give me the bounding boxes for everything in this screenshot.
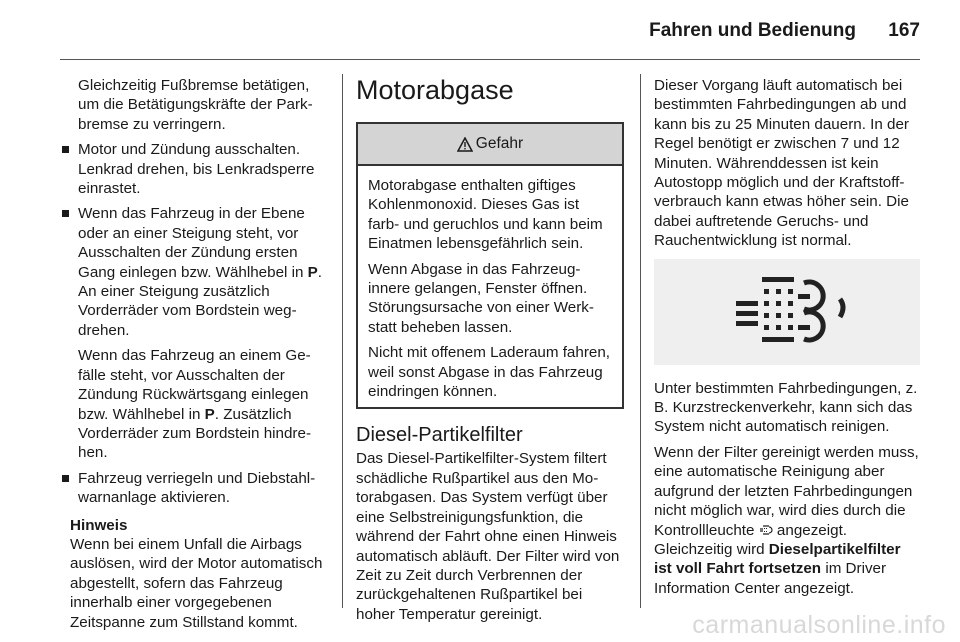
column-divider <box>640 74 641 608</box>
danger-paragraph: Nicht mit offenem Laderaum fahren, weil sonst Abgase in das Fahrzeug eindringen können. <box>368 344 610 401</box>
paragraph: Unter bestimmten Fahrbedingungen, z. B. Kurzstreckenverkehr, kann sich das System nicht automatisch reinigen. <box>654 379 918 436</box>
running-header-title: Fahren und Bedienung <box>649 20 856 41</box>
column-2 <box>356 74 624 630</box>
diesel-particulate-filter-figure <box>654 259 920 365</box>
header-rule <box>60 59 920 60</box>
list-item <box>60 469 328 508</box>
column-divider <box>342 74 343 608</box>
paragraph: Das Diesel-Partikelfilter-System filtert schädliche Rußpartikel aus den Motorabgasen. Das System verfügt über eine Selbstreinigungsfunktion, die während der Fahrt ohne einen Hinweis automatisch abläuft. Der Filter wird von Zeit zu Zeit durch Verbrennen der zurückgehaltenen Rußpartikel bei hoher Temperatur gereinigt. <box>356 450 620 623</box>
filter-warning-icon <box>759 523 773 537</box>
danger-header <box>358 124 622 166</box>
bullet-marker <box>62 146 69 153</box>
list-item-text: Wenn das Fahrzeug in der Ebene oder an einer Steigung steht, vor Ausschalten der Zündung ersten Gang einlegen bzw. Wählhebel in <box>78 205 308 281</box>
danger-label: Gefahr <box>475 135 524 153</box>
bullet-marker <box>62 210 69 217</box>
bullet-marker <box>62 475 69 482</box>
subsection-heading: Diesel-Partikelfilter <box>356 424 523 447</box>
note-title: Hinweis <box>70 516 128 534</box>
warning-triangle-icon <box>457 137 473 152</box>
column-3 <box>654 76 920 604</box>
danger-body <box>358 166 622 407</box>
paragraph: Dieser Vorgang läuft automatisch bei bestimmten Fahrbedingungen ab und kann bis zu 25 Minuten dauern. In der Regel benötigt er zwischen 7 und 12 Minuten. Währenddessen ist kein Autostopp möglich und der Kraftstoffverbrauch kann etwas höher sein. Die dabei auftretende Geruchs- und Rauchentwicklung ist normal. <box>654 77 909 250</box>
intro-paragraph: Gleichzeitig Fußbremse betätigen, um die Betätigungskräfte der Parkbremse zu verringern. <box>78 77 313 133</box>
list-item-text: Motor und Zündung ausschalten. Lenkrad drehen, bis Lenkradsperre einrastet. <box>78 141 315 198</box>
paragraph-text: angezeigt. Gleichzeitig wird <box>654 521 848 558</box>
dic-message: Dieselpartikelfilter ist voll Fahrt fortsetzen <box>654 540 901 578</box>
paragraph-text: Wenn der Filter gereinigt werden muss, eine automatische Reinigung aber aufgrund der letzten Fahrbedingungen nicht möglich war, wird dies durch die Kontrollleuchte <box>654 443 919 539</box>
section-heading: Motorabgase <box>356 75 514 105</box>
danger-paragraph: Motorabgase enthalten giftiges Kohlenmonoxid. Dieses Gas ist farb- und geruchlos und kann beim Einatmen lebensgefährlich sein. <box>368 177 603 253</box>
paragraph <box>654 443 920 598</box>
gear-p-label: P <box>307 263 318 281</box>
paragraph <box>60 346 328 462</box>
paragraph-text: . Zusätzlich Vorderräder zum Bordstein hindrehen. <box>78 405 311 462</box>
list-item <box>60 140 328 198</box>
paragraph-text: Wenn das Fahrzeug an einem Gefälle steht, vor Ausschalten der Zündung Rückwärtsgang einlegen bzw. Wählhebel in <box>78 347 311 423</box>
list-item-text: . An einer Steigung zusätzlich Vorderräder vom Bordstein wegdrehen. <box>78 263 323 339</box>
list-item-text: Fahrzeug verriegeln und Diebstahlwarnanlage aktivieren. <box>78 469 316 507</box>
danger-paragraph: Wenn Abgase in das Fahrzeuginnere gelangen, Fenster öffnen. Störungsursache von einer Werkstatt beheben lassen. <box>368 260 594 336</box>
list-item <box>60 204 328 340</box>
page-number: 167 <box>888 20 920 41</box>
gear-p-label: P <box>204 405 215 423</box>
column-1 <box>60 76 328 632</box>
danger-box <box>356 122 624 409</box>
diesel-particulate-filter-icon <box>654 259 920 365</box>
watermark: carmanualsonline.info <box>692 611 946 639</box>
paragraph-text: im Driver Information Center angezeigt. <box>654 560 887 597</box>
note-text: Wenn bei einem Unfall die Airbags auslösen, wird der Motor automatisch abgestellt, sofern das Fahrzeug innerhalb einer vorgegebenen Zeitspanne zum Stillstand kommt. <box>70 535 323 631</box>
